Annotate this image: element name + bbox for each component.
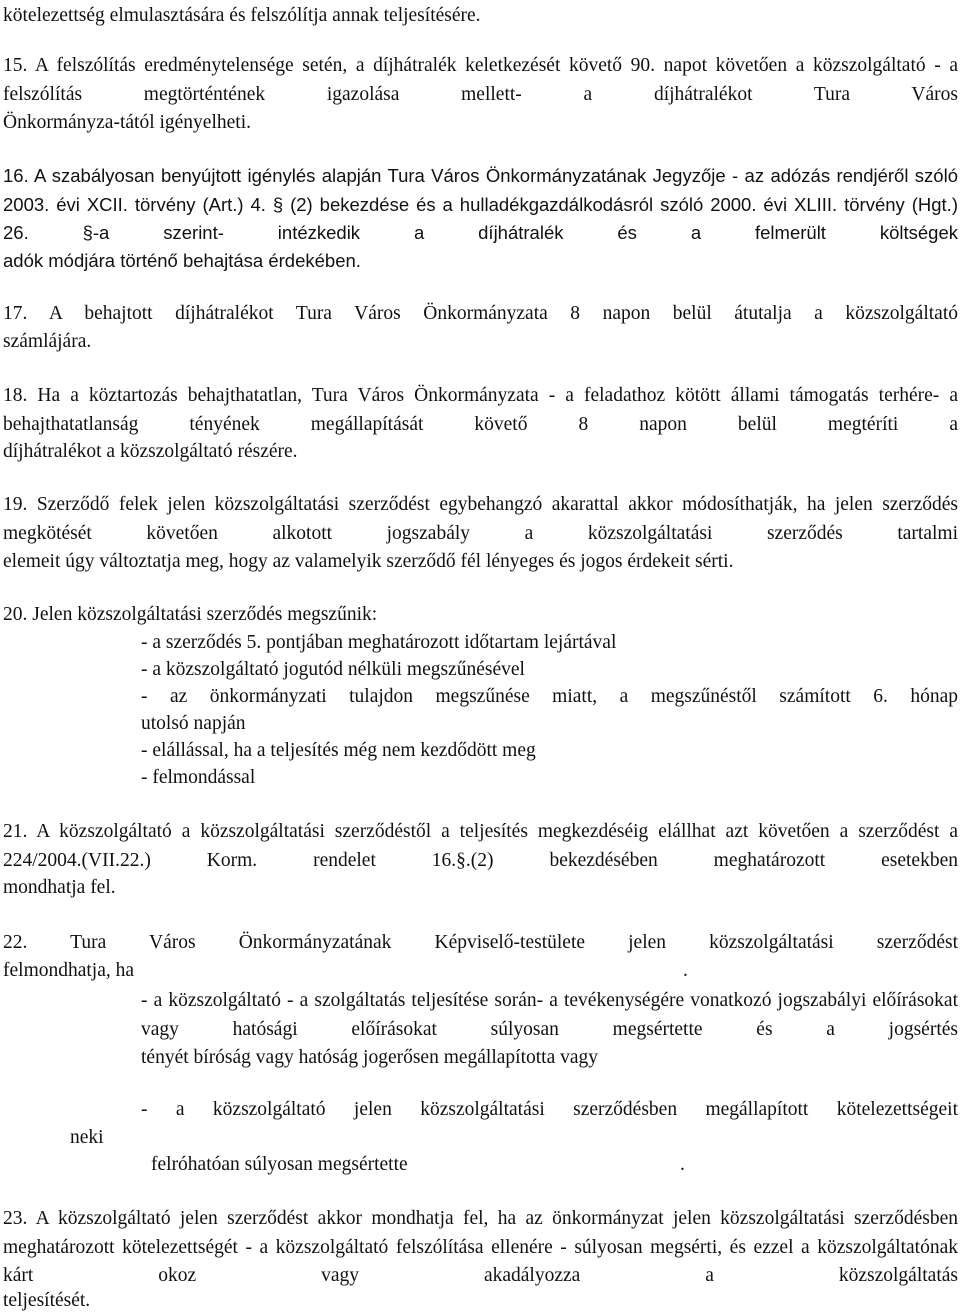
list-item: - a közszolgáltató jelen közszolgáltatási szerződésben megállapított kötelezettségeit (141, 1099, 958, 1120)
paragraph-19-body: 19. Szerződő felek jelen közszolgáltatási szerződést egybehangzó akarattal akkor módosíthatják, ha jelen szerződés megkötését követően alkotott jogszabály a közszolgáltatási szerződés tartalmi (3, 494, 958, 544)
list-item: - a szerződés 5. pontjában meghatározott időtartam lejártával (141, 632, 617, 653)
paragraph-17-body: 17. A behajtott díjhátralékot Tura Város Önkormányzata 8 napon belül átutalja a közszolgáltató (3, 303, 958, 324)
list-item: - az önkormányzati tulajdon megszűnése miatt, a megszűnéstől számított 6. hónap (141, 686, 958, 707)
paragraph-16-body: 16. A szabályosan benyújtott igénylés alapján Tura Város Önkormányzatának Jegyzője - az adózás rendjéről szóló 2003. évi XCII. törvény (Art.) 4. § (2) bekezdése és a hulladékgazdálkodásról szóló 2000. évi XLIII. törvény (Hgt.) 26. §-a szerint- intézkedik a díjhátralék és a felmerült költségek (3, 165, 958, 243)
paragraph-21-body: 21. A közszolgáltató a közszolgáltatási szerződéstől a teljesítés megkezdéséig elállhat azt követően a szerződést a 224/2004.(VII.22.) Korm. rendelet 16.§.(2) bekezdésében meghatározott esetekben (3, 821, 958, 871)
list-item: - a közszolgáltató jogutód nélküli megszűnésével (141, 659, 525, 680)
list-item-last-line: tényét bíróság vagy hatóság jogerősen megállapította vagy (141, 1047, 599, 1068)
list-item-word: neki (70, 1127, 104, 1148)
paragraph-17-last-line: számlájára. (3, 331, 92, 352)
paragraph-22-body: 22. Tura Város Önkormányzatának Képviselő-testülete jelen közszolgáltatási szerződést (3, 932, 958, 953)
paragraph-23-body: 23. A közszolgáltató jelen szerződést akkor mondhatja fel, ha az önkormányzat jelen közszolgáltatási szerződésben meghatározott kötelezettségét - a közszolgáltató felszólítása ellenére - súlyosan megsérti, és ezzel a közszolgáltatónak kárt okoz vagy akadályozza a közszolgáltatás (3, 1208, 958, 1286)
paragraph-19-last-line: elemeit úgy változtatja meg, hogy az valamelyik szerződő fél lényeges és jogos érdekeit sérti. (3, 551, 734, 572)
paragraph-18-last-line: díjhátralékot a közszolgáltató részére. (3, 441, 298, 462)
paragraph-22-line-2-dot: . (683, 960, 688, 981)
paragraph-14-tail: kötelezettség elmulasztására és felszólítja annak teljesítésére. (3, 5, 481, 26)
paragraph-21-last-line: mondhatja fel. (3, 877, 116, 898)
list-item-last-line: felróhatóan súlyosan megsértette (151, 1154, 408, 1175)
list-item: - elállással, ha a teljesítés még nem kezdődött meg (141, 740, 536, 761)
paragraph-15-body: 15. A felszólítás eredménytelensége setén, a díjhátralék keletkezését követő 90. napot követően a közszolgáltató - a felszólítás megtörténtének igazolása mellett- a díjhátralékot Tura Város (3, 55, 958, 105)
paragraph-15-last-line: Önkormányza-tától igényelheti. (3, 112, 251, 133)
paragraph-22-line-2: felmondhatja, ha (3, 960, 135, 981)
list-item-continuation: utolsó napján (141, 713, 246, 734)
paragraph-18-body: 18. Ha a köztartozás behajthatatlan, Tura Város Önkormányzata - a feladathoz kötött állami támogatás terhére- a behajthatatlanság tényének megállapítását követő 8 napon belül megtéríti a (3, 385, 958, 435)
list-item-dot: . (680, 1154, 685, 1175)
list-item: - felmondással (141, 767, 256, 788)
paragraph-23-last-line: teljesítését. (3, 1290, 91, 1311)
paragraph-20-heading: 20. Jelen közszolgáltatási szerződés megszűnik: (3, 604, 378, 625)
list-item: - a közszolgáltató - a szolgáltatás teljesítése során- a tevékenységére vonatkozó jogszabályi előírásokat vagy hatósági előírásokat súlyosan megsértette és a jogsértés (141, 990, 958, 1040)
paragraph-16-last-line: adók módjára történő behajtása érdekében. (3, 250, 361, 271)
